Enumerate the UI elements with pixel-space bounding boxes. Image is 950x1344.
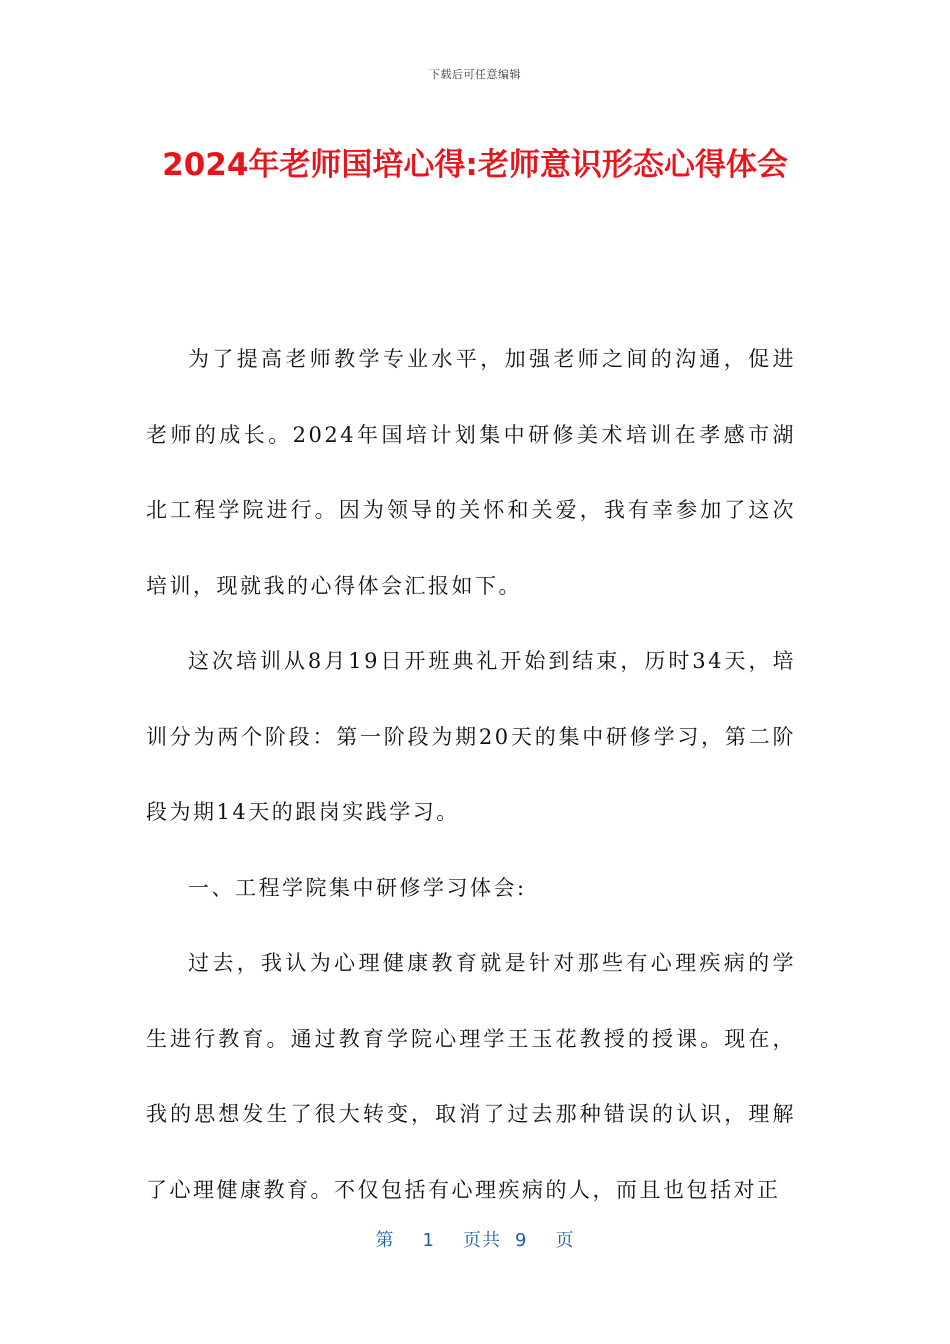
document-body xyxy=(146,322,796,1228)
paragraph: 这次培训从8月19日开班典礼开始到结束，历时34天，培训分为两个阶段：第一阶段为期20天的集中研修学习，第二阶段为期14天的跟岗实践学习。 xyxy=(146,649,796,824)
footer-current-page: 1 xyxy=(422,1230,435,1251)
footer-prefix: 第 xyxy=(375,1230,395,1251)
paragraph: 过去，我认为心理健康教育就是针对那些有心理疾病的学生进行教育。通过教育学院心理学王玉花教授的授课。现在，我的思想发生了很大转变，取消了过去那种错误的认识，理解了心理健康教育。不仅包括有心理疾病的人，而且也包括对正 xyxy=(146,951,796,1202)
document-title: 2024年老师国培心得:老师意识形态心得体会 xyxy=(162,147,788,183)
footer-total-pages: 9 xyxy=(515,1230,528,1251)
footer-middle: 页共 xyxy=(463,1230,501,1251)
page-footer xyxy=(0,1226,950,1252)
footer-suffix: 页 xyxy=(555,1230,575,1251)
paragraph: 为了提高老师教学专业水平，加强老师之间的沟通，促进老师的成长。2024年国培计划集中研修美术培训在孝感市湖北工程学院进行。因为领导的关怀和关爱，我有幸参加了这次培训，现就我的心得体会汇报如下。 xyxy=(146,347,796,598)
section-heading: 一、工程学院集中研修学习体会: xyxy=(188,875,527,900)
header-note: 下载后可任意编辑 xyxy=(429,68,521,81)
